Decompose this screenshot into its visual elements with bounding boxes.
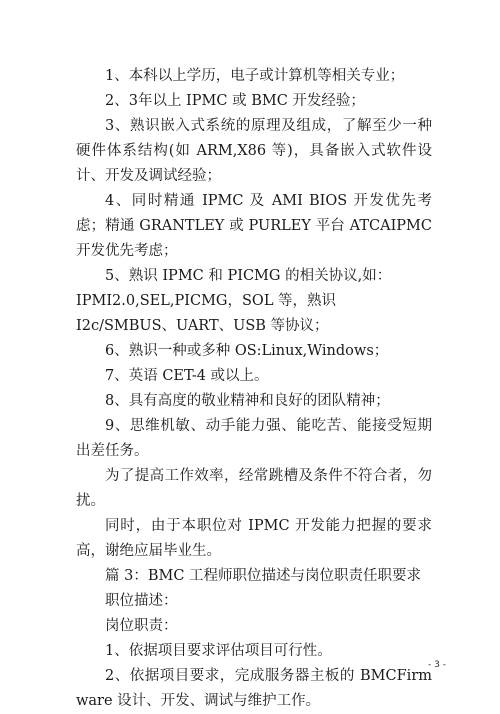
duty-item: 1、依据项目要求评估项目可行性。 xyxy=(105,643,332,659)
page-number: - 3 - xyxy=(428,660,446,670)
requirement-continuation: IPMI2.0,SEL,PICMG，SOL 等，熟识 xyxy=(76,293,337,309)
requirement-item: 3、熟识嵌入式系统的原理及组成，了解至少一种硬件体系结构(如 ARM,X86 等)，具备嵌入式软件设计、开发及调试经验； xyxy=(76,118,432,184)
requirement-item: 8、具有高度的敬业精神和良好的团队精神； xyxy=(105,393,390,409)
duty-item: 2、依据项目要求，完成服务器主板的 BMCFirmware 设计、开发、调试与维护工作。 xyxy=(76,668,432,709)
requirement-item: 4、同时精通 IPMC 及 AMI BIOS 开发优先考虑；精通 GRANTLEY 或 PURLEY 平台 ATCAIPMC 开发优先考虑； xyxy=(76,193,432,259)
requirement-item: 1、本科以上学历，电子或计算机等相关专业； xyxy=(105,68,405,84)
note-paragraph: 同时，由于本职位对 IPMC 开发能力把握的要求高，谢绝应届毕业生。 xyxy=(76,518,432,559)
requirement-item: 6、熟识一种或多种 OS:Linux,Windows； xyxy=(105,343,389,359)
requirement-continuation: I2c/SMBUS、UART、USB 等协议； xyxy=(76,318,329,334)
note-paragraph: 为了提高工作效率，经常跳槽及条件不符合者，勿扰。 xyxy=(76,468,432,509)
subheading: 职位描述： xyxy=(105,593,178,609)
subheading: 岗位职责： xyxy=(105,618,178,634)
requirement-item: 5、熟识 IPMC 和 PICMG 的相关协议,如： xyxy=(105,268,392,284)
section-heading: 篇 3：BMC 工程师职位描述与岗位职责任职要求 xyxy=(105,568,422,584)
requirement-item: 2、3年以上 IPMC 或 BMC 开发经验； xyxy=(105,93,365,109)
document-body xyxy=(76,64,432,714)
requirement-item: 9、思维机敏、动手能力强、能吃苦、能接受短期出差任务。 xyxy=(76,418,432,459)
requirement-item: 7、英语 CET-4 或以上。 xyxy=(105,368,269,384)
